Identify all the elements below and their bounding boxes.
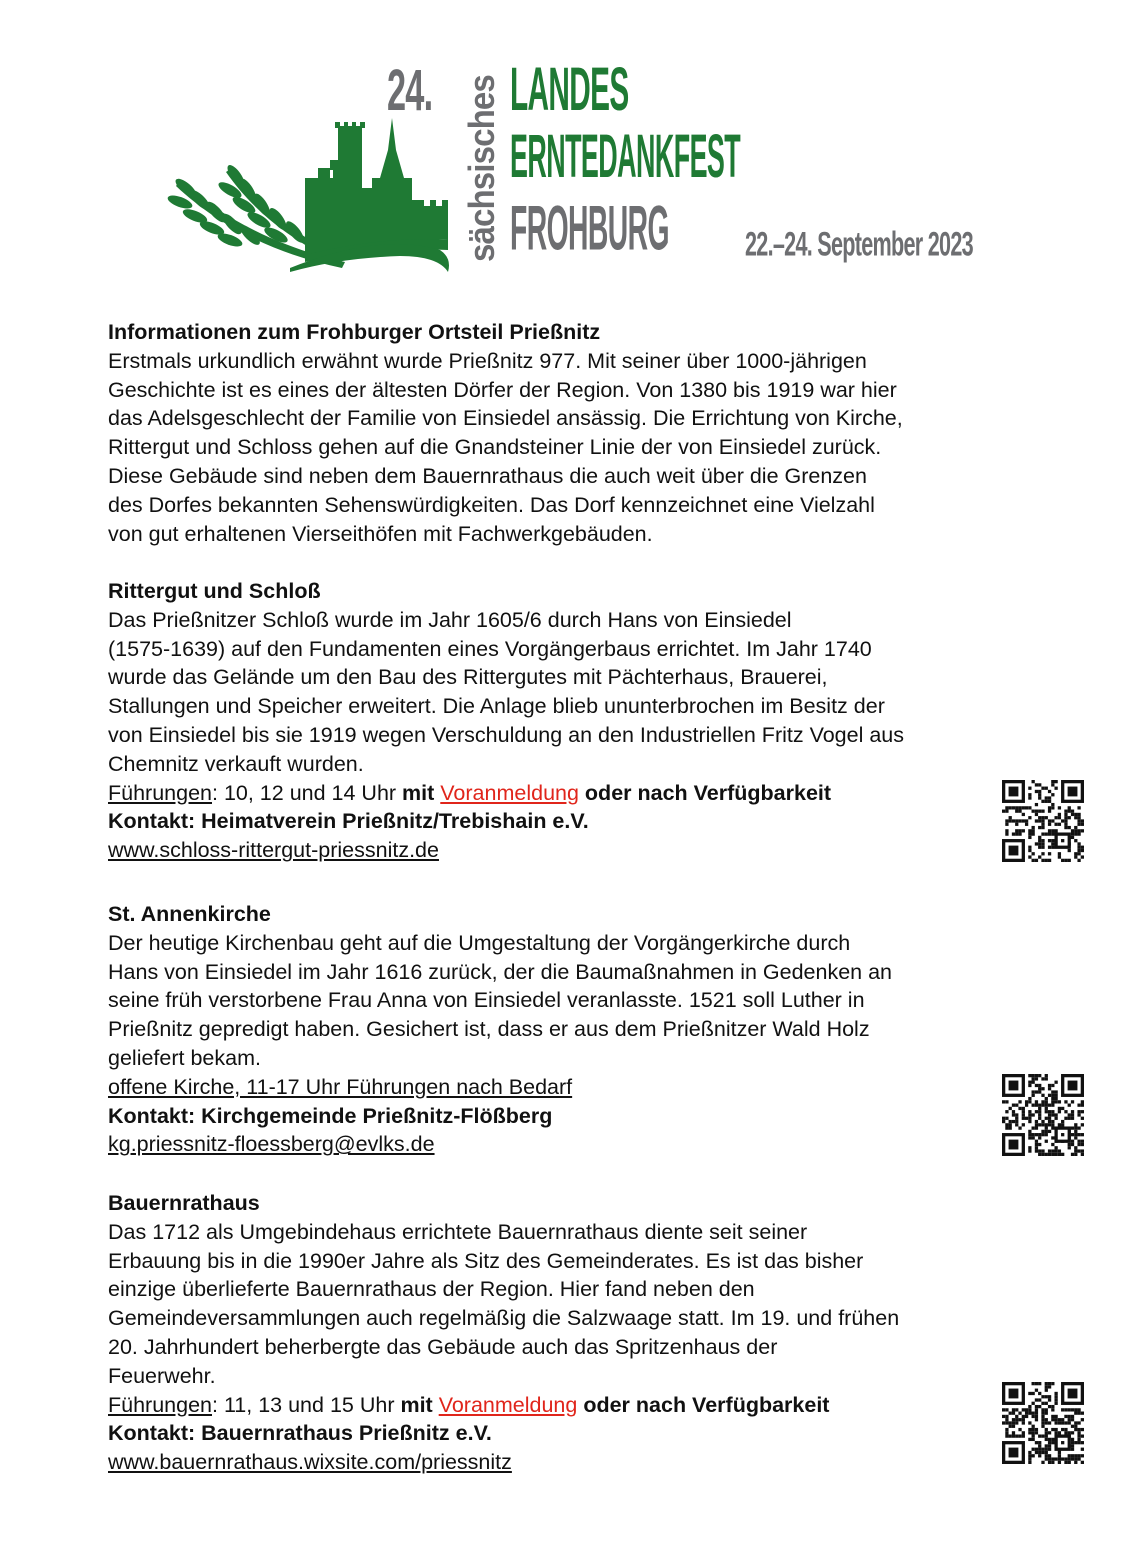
kirche-contact: Kontakt: Kirchgemeinde Prießnitz-Flößberg [108,1103,553,1128]
intro-line: das Adelsgeschlecht der Familie von Einsiedel ansässig. Die Errichtung von Kirche, [108,406,903,431]
tours-availability: oder nach Verfügbarkeit [578,780,832,805]
kirche-line: Der heutige Kirchenbau geht auf die Umgestaltung der Vorgängerkirche durch [108,930,851,955]
logo-dates: 22.–24. September 2023 [745,225,973,264]
rathaus-line: Feuerwehr. [108,1363,216,1388]
kirche-line: geliefert bekam. [108,1045,261,1070]
intro-line: des Dorfes bekannten Sehenswürdigkeiten. Das Dorf kennzeichnet eine Vielzahl [108,492,875,517]
qr-code-icon[interactable] [1002,780,1084,862]
intro-line: Erstmals urkundlich erwähnt wurde Prießnitz 977. Mit seiner über 1000-jährigen [108,348,867,373]
rittergut-tours [108,779,1048,808]
logo-line-landes: LANDES [510,56,629,124]
qr-code-icon[interactable] [1002,1074,1084,1156]
rittergut-line: Das Prießnitzer Schloß wurde im Jahr 1605/6 durch Hans von Einsiedel [108,607,792,632]
tours-availability: oder nach Verfügbarkeit [577,1392,830,1417]
rathaus-section [108,1189,1048,1477]
kirche-section [108,900,1048,1159]
intro-line: Geschichte ist es eines der ältesten Dörfer der Region. Von 1380 bis 1919 war hier [108,377,897,402]
rathaus-website-link[interactable]: www.bauernrathaus.wixsite.com/priessnitz [108,1450,512,1475]
logo-number: 24. [387,58,433,124]
intro-line: Diese Gebäude sind neben dem Bauernrathaus die auch weit über die Grenzen [108,463,867,488]
intro-title: Informationen zum Frohburger Ortsteil Prießnitz [108,320,601,344]
registration-link[interactable]: Voranmeldung [440,780,579,805]
rathaus-line: 20. Jahrhundert beherbergte das Gebäude auch das Spritzenhaus der [108,1334,778,1359]
qr-code-icon[interactable] [1002,1382,1084,1464]
kirche-line: seine früh verstorbene Frau Anna von Einsiedel veranlasste. 1521 soll Luther in [108,988,865,1013]
kirche-hours-link[interactable]: offene Kirche, 11-17 Uhr Führungen nach Bedarf [108,1074,573,1099]
rathaus-contact: Kontakt: Bauernrathaus Prießnitz e.V. [108,1421,492,1446]
tours-with: mit [402,780,435,805]
rathaus-line: Gemeindeversammlungen auch regelmäßig die Salzwaage statt. Im 19. und frühen [108,1306,900,1331]
rittergut-section [108,577,1048,865]
rathaus-tours [108,1391,1048,1420]
rittergut-line: (1575-1639) auf den Fundamenten eines Vorgängerbaus errichtet. Im Jahr 1740 [108,636,872,661]
logo-vertical-text: sächsisches [461,75,502,262]
festival-logo [0,0,1125,290]
tours-times: : 10, 12 und 14 Uhr [212,780,403,805]
rathaus-title: Bauernrathaus [108,1191,260,1215]
rittergut-line: wurde das Gelände um den Bau des Rittergutes mit Pächterhaus, Brauerei, [108,665,828,690]
rathaus-line: einzige überlieferte Bauernrathaus der Region. Hier fand neben den [108,1277,755,1302]
rittergut-line: Stallungen und Speicher erweitert. Die Anlage blieb ununterbrochen im Besitz der [108,694,885,719]
registration-link[interactable]: Voranmeldung [438,1392,578,1417]
kirche-line: Prießnitz gepredigt haben. Gesichert ist, dass er aus dem Prießnitzer Wald Holz [108,1017,870,1042]
intro-section [108,318,1048,548]
tours-link[interactable]: Führungen [108,1392,212,1417]
tours-times: : 11, 13 und 15 Uhr [212,1392,401,1417]
kirche-line: Hans von Einsiedel im Jahr 1616 zurück, der die Baumaßnahmen in Gedenken an [108,959,893,984]
rittergut-title: Rittergut und Schloß [108,579,321,603]
kirche-email-link[interactable]: kg.priessnitz-floessberg@evlks.de [108,1132,435,1157]
tours-link[interactable]: Führungen [108,780,212,805]
intro-line: von gut erhaltenen Vierseithöfen mit Fachwerkgebäuden. [108,521,653,546]
kirche-title: St. Annenkirche [108,902,271,926]
rathaus-line: Erbauung bis in die 1990er Jahre als Sitz des Gemeinderates. Es ist das bisher [108,1248,864,1273]
rittergut-contact: Kontakt: Heimatverein Prießnitz/Trebishain e.V. [108,809,589,834]
logo-line-erntedankfest: ERNTEDANKFEST [510,123,741,191]
intro-line: Rittergut und Schloss gehen auf die Gnandsteiner Linie der von Einsiedel zurück. [108,435,882,460]
rittergut-line: Chemnitz verkauft wurden. [108,751,364,776]
rittergut-website-link[interactable]: www.schloss-rittergut-priessnitz.de [108,838,439,863]
tours-with: mit [400,1392,433,1417]
logo-line-frohburg: FROHBURG [510,194,669,264]
rittergut-line: von Einsiedel bis sie 1919 wegen Verschuldung an den Industriellen Fritz Vogel aus [108,722,905,747]
rathaus-line: Das 1712 als Umgebindehaus errichtete Bauernrathaus diente seit seiner [108,1219,808,1244]
